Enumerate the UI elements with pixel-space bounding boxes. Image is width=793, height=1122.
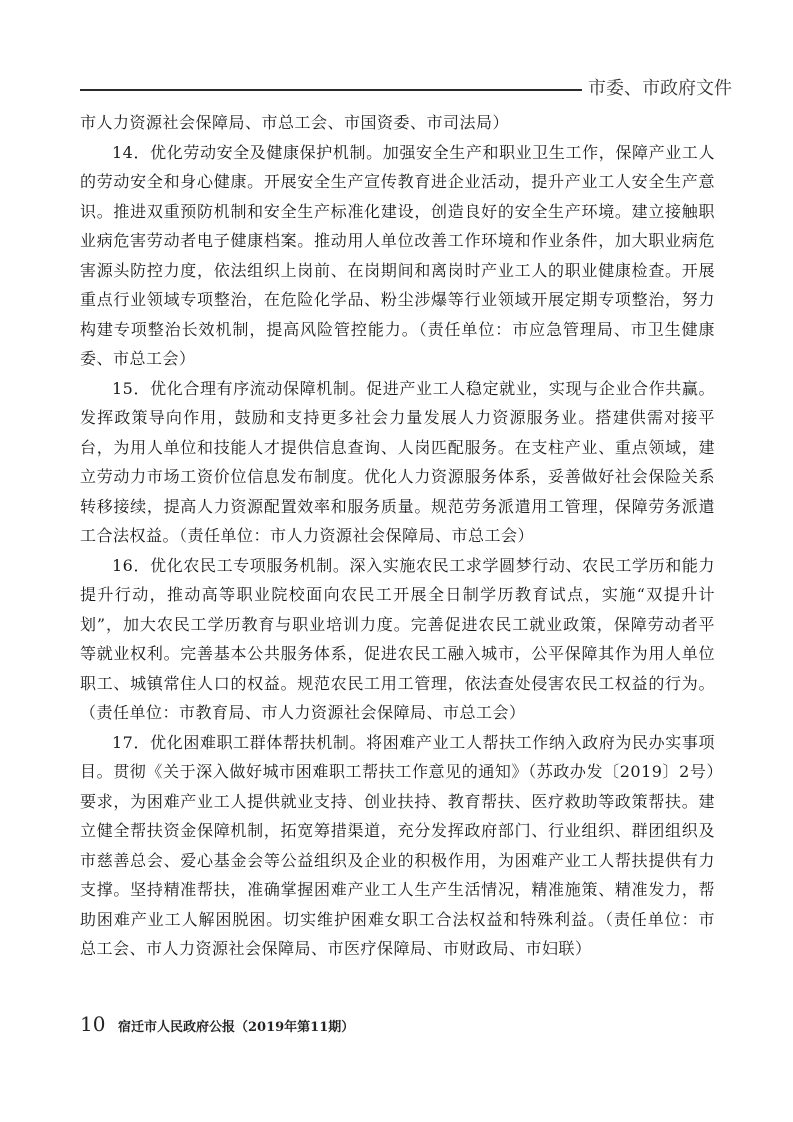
- document-body: [80, 108, 715, 964]
- header-rule: [80, 89, 582, 91]
- publication-title: 宿迁市人民政府公报（2019年第11期）: [117, 1020, 355, 1035]
- paragraph-item-14: 14．优化劳动安全及健康保护机制。加强安全生产和职业卫生工作，保障产业工人的劳动安全和身心健康。开展安全生产宣传教育进企业活动，提升产业工人安全生产意识。推进双重预防机制和安全生产标准化建设，创造良好的安全生产环境。建立接触职业病危害劳动者电子健康档案。推动用人单位改善工作环境和作业条件，加大职业病危害源头防控力度，依法组织上岗前、在岗期间和离岗时产业工人的职业健康检查。开展重点行业领域专项整治，在危险化学品、粉尘涉爆等行业领域开展定期专项整治，努力构建专项整治长效机制，提高风险管控能力。（责任单位：市应急管理局、市卫生健康委、市总工会）: [80, 142, 715, 368]
- page-number: 10: [80, 1012, 106, 1036]
- paragraph-item-16: 16．优化农民工专项服务机制。深入实施农民工求学圆梦行动、农民工学历和能力提升行动，推动高等职业院校面向农民工开展全日制学历教育试点，实施“双提升计划”，加大农民工学历教育与职业培训力度。完善促进农民工就业政策，保障劳动者平等就业权利。完善基本公共服务体系，促进农民工融入城市，公平保障其作为用人单位职工、城镇常住人口的权益。规范农民工用工管理，依法查处侵害农民工权益的行为。（责任单位：市教育局、市人力资源社会保障局、市总工会）: [80, 555, 715, 722]
- paragraph-continuation: 市人力资源社会保障局、市总工会、市国资委、市司法局）: [80, 113, 510, 132]
- paragraph-item-17: 17．优化困难职工群体帮扶机制。将困难产业工人帮扶工作纳入政府为民办实事项目。贯彻《关于深入做好城市困难职工帮扶工作意见的通知》（苏政办发〔2019〕2号）要求，为困难产业工人提供就业支持、创业扶持、教育帮扶、医疗救助等政策帮扶。建立健全帮扶资金保障机制，拓宽筹措渠道，充分发挥政府部门、行业组织、群团组织及市慈善总会、爱心基金会等公益组织及企业的积极作用，为困难产业工人帮扶提供有力支撑。坚持精准帮扶，准确掌握困难产业工人生产生活情况，精准施策、精准发力，帮助困难产业工人解困脱困。切实维护困难女职工合法权益和特殊利益。（责任单位：市总工会、市人力资源社会保障局、市医疗保障局、市财政局、市妇联）: [80, 732, 715, 958]
- page-footer: [80, 1012, 354, 1036]
- header-section-title: 市委、市政府文件: [588, 78, 732, 99]
- paragraph-item-15: 15．优化合理有序流动保障机制。促进产业工人稳定就业，实现与企业合作共赢。发挥政策导向作用，鼓励和支持更多社会力量发展人力资源服务业。搭建供需对接平台，为用人单位和技能人才提供信息查询、人岗匹配服务。在支柱产业、重点领域，建立劳动力市场工资价位信息发布制度。优化人力资源服务体系，妥善做好社会保险关系转移接续，提高人力资源配置效率和服务质量。规范劳务派遣用工管理，保障劳务派遣工合法权益。（责任单位：市人力资源社会保障局、市总工会）: [80, 378, 715, 545]
